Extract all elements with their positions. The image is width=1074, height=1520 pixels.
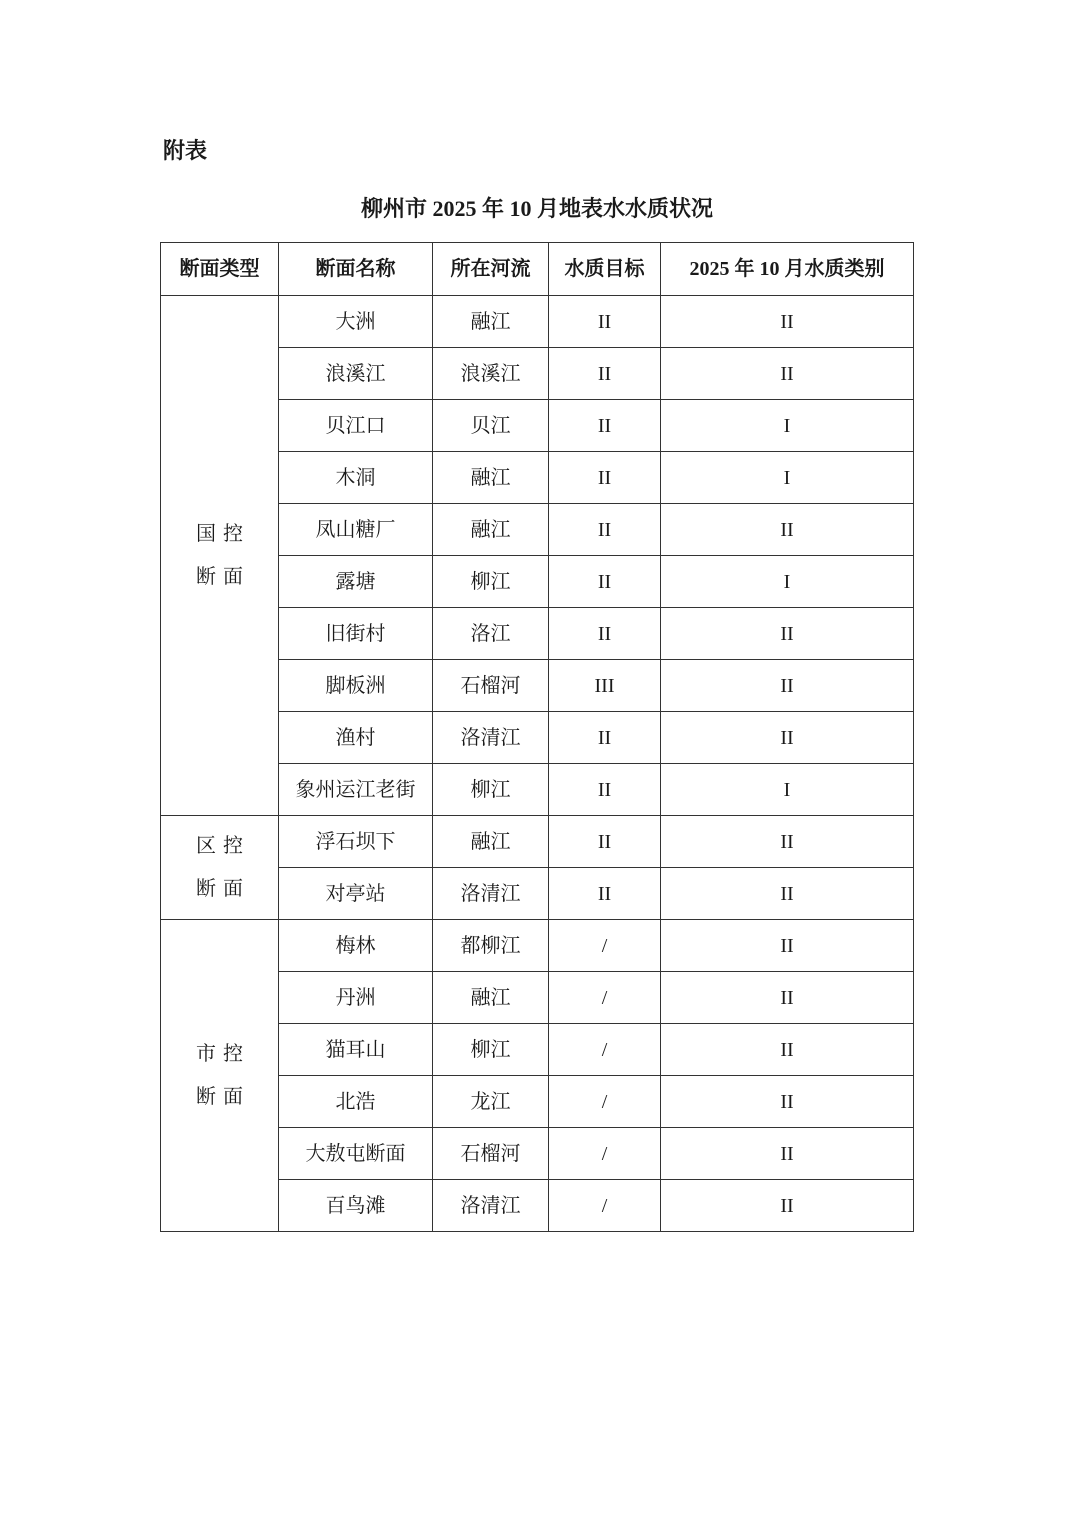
river-name-cell: 融江 <box>433 816 549 868</box>
quality-category-cell: II <box>661 972 914 1024</box>
quality-target-cell: II <box>549 296 661 348</box>
quality-target-cell: II <box>549 816 661 868</box>
quality-category-cell: II <box>661 868 914 920</box>
river-name-cell: 洛清江 <box>433 1180 549 1232</box>
section-name-cell: 渔村 <box>279 712 433 764</box>
quality-category-cell: I <box>661 452 914 504</box>
quality-target-cell: II <box>549 556 661 608</box>
section-type-cell <box>161 296 279 816</box>
quality-target-cell: II <box>549 452 661 504</box>
river-name-cell: 融江 <box>433 972 549 1024</box>
section-name-cell: 浮石坝下 <box>279 816 433 868</box>
table-row <box>161 296 914 348</box>
appendix-label: 附表 <box>163 138 208 163</box>
section-type-label: 断面 <box>196 566 250 589</box>
quality-category-cell: II <box>661 296 914 348</box>
section-name-cell: 浪溪江 <box>279 348 433 400</box>
river-name-cell: 龙江 <box>433 1076 549 1128</box>
quality-target-cell: / <box>549 972 661 1024</box>
quality-target-cell: II <box>549 504 661 556</box>
quality-target-cell: II <box>549 348 661 400</box>
water-quality-table <box>160 242 914 1232</box>
section-name-cell: 猫耳山 <box>279 1024 433 1076</box>
quality-category-cell: II <box>661 660 914 712</box>
table-header-row <box>161 243 914 296</box>
quality-target-cell: / <box>549 920 661 972</box>
quality-category-cell: II <box>661 816 914 868</box>
section-type-cell <box>161 816 279 920</box>
river-name-cell: 融江 <box>433 452 549 504</box>
table-row <box>161 816 914 868</box>
river-name-cell: 柳江 <box>433 1024 549 1076</box>
quality-category-cell: II <box>661 504 914 556</box>
section-name-cell: 贝江口 <box>279 400 433 452</box>
section-name-cell: 百鸟滩 <box>279 1180 433 1232</box>
quality-category-cell: II <box>661 1024 914 1076</box>
col-header-river: 所在河流 <box>433 243 549 296</box>
section-name-cell: 旧街村 <box>279 608 433 660</box>
quality-target-cell: / <box>549 1128 661 1180</box>
page-title: 柳州市 2025 年 10 月地表水水质状况 <box>360 196 713 222</box>
col-header-section-name: 断面名称 <box>279 243 433 296</box>
quality-target-cell: III <box>549 660 661 712</box>
river-name-cell: 浪溪江 <box>433 348 549 400</box>
section-type-label: 市控 <box>196 1043 250 1066</box>
quality-category-cell: I <box>661 400 914 452</box>
quality-category-cell: II <box>661 920 914 972</box>
quality-target-cell: II <box>549 608 661 660</box>
section-name-cell: 露塘 <box>279 556 433 608</box>
river-name-cell: 融江 <box>433 504 549 556</box>
quality-category-cell: II <box>661 348 914 400</box>
quality-target-cell: / <box>549 1076 661 1128</box>
col-header-quality-category: 2025 年 10 月水质类别 <box>661 243 914 296</box>
quality-target-cell: / <box>549 1024 661 1076</box>
section-name-cell: 脚板洲 <box>279 660 433 712</box>
col-header-quality-target: 水质目标 <box>549 243 661 296</box>
section-name-cell: 凤山糖厂 <box>279 504 433 556</box>
section-type-label: 区控 <box>196 835 250 858</box>
river-name-cell: 洛清江 <box>433 868 549 920</box>
section-name-cell: 大敖屯断面 <box>279 1128 433 1180</box>
quality-target-cell: / <box>549 1180 661 1232</box>
river-name-cell: 融江 <box>433 296 549 348</box>
quality-category-cell: II <box>661 1128 914 1180</box>
quality-category-cell: II <box>661 1076 914 1128</box>
river-name-cell: 石榴河 <box>433 660 549 712</box>
quality-target-cell: II <box>549 712 661 764</box>
section-type-label: 国控 <box>196 523 250 546</box>
river-name-cell: 柳江 <box>433 556 549 608</box>
river-name-cell: 洛清江 <box>433 712 549 764</box>
section-name-cell: 丹洲 <box>279 972 433 1024</box>
river-name-cell: 贝江 <box>433 400 549 452</box>
section-name-cell: 象州运江老街 <box>279 764 433 816</box>
quality-category-cell: I <box>661 764 914 816</box>
section-type-label: 断面 <box>196 1086 250 1109</box>
col-header-section-type: 断面类型 <box>161 243 279 296</box>
quality-target-cell: II <box>549 764 661 816</box>
quality-category-cell: II <box>661 712 914 764</box>
river-name-cell: 洛江 <box>433 608 549 660</box>
table-row <box>161 920 914 972</box>
section-name-cell: 木洞 <box>279 452 433 504</box>
section-name-cell: 梅林 <box>279 920 433 972</box>
section-type-label: 断面 <box>196 878 250 901</box>
section-type-cell <box>161 920 279 1232</box>
river-name-cell: 石榴河 <box>433 1128 549 1180</box>
quality-category-cell: I <box>661 556 914 608</box>
section-name-cell: 大洲 <box>279 296 433 348</box>
section-name-cell: 北浩 <box>279 1076 433 1128</box>
quality-category-cell: II <box>661 608 914 660</box>
quality-target-cell: II <box>549 868 661 920</box>
river-name-cell: 柳江 <box>433 764 549 816</box>
section-name-cell: 对亭站 <box>279 868 433 920</box>
quality-target-cell: II <box>549 400 661 452</box>
quality-category-cell: II <box>661 1180 914 1232</box>
river-name-cell: 都柳江 <box>433 920 549 972</box>
